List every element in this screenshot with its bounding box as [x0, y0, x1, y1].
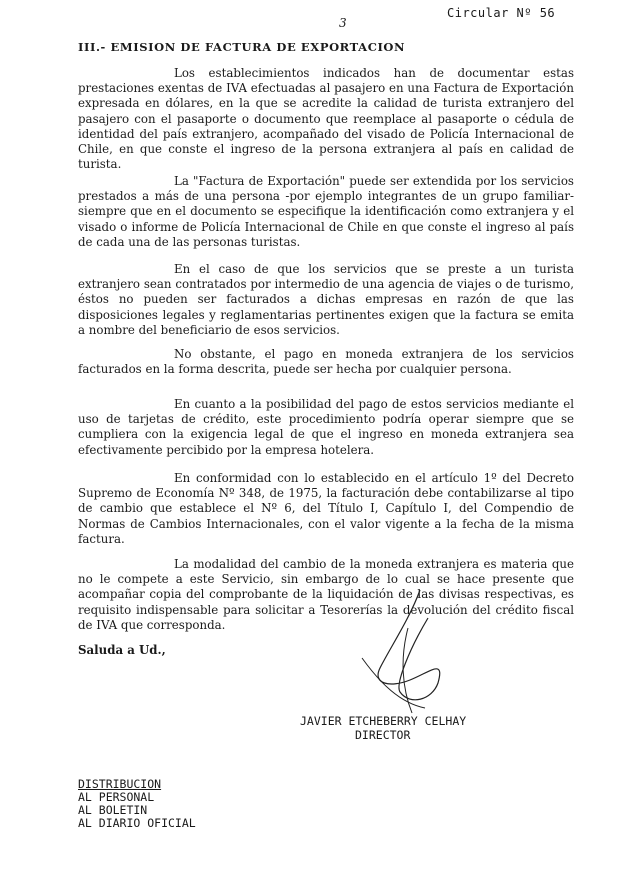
section-title: III.- EMISION DE FACTURA DE EXPORTACION: [78, 40, 406, 54]
paragraph-7: La modalidad del cambio de la moneda extranjera es materia que no le compete a este Servicio, sin embargo de lo cual se hace presente que acompañar copia del comprobante de la liquidación de las divisas respectivas, es requisito indispensable para solicitar a Tesorerías la devolución del crédito fiscal de IVA que corresponda.: [78, 557, 574, 632]
paragraph-6: En conformidad con lo establecido en el artículo 1º del Decreto Supremo de Economía Nº 348, de 1975, la facturación debe contabilizarse al tipo de cambio que establece el Nº 6, del Título I, Capítulo I, del Compendio de Normas de Cambios Internacionales, con el valor vigente a la fecha de la misma factura.: [78, 471, 574, 546]
signer-name: JAVIER ETCHEBERRY CELHAY: [300, 714, 467, 728]
closing-salutation: Saluda a Ud.,: [78, 643, 166, 657]
paragraph-4: No obstante, el pago en moneda extranjera de los servicios facturados en la forma descrita, puede ser hecha por cualquier persona.: [78, 347, 574, 377]
distribution-item: AL PERSONAL: [78, 790, 155, 804]
paragraph-5: En cuanto a la posibilidad del pago de estos servicios mediante el uso de tarjetas de crédito, este procedimiento podría operar siempre que se cumpliera con la exigencia legal de que el ingreso en moneda extranjera sea efectivamente percibido por la empresa hotelera.: [78, 397, 574, 457]
page-number: 3: [339, 16, 347, 30]
paragraph-3: En el caso de que los servicios que se preste a un turista extranjero sean contratados por intermedio de una agencia de viajes o de turismo, éstos no pueden ser facturados a dichas empresas en razón de que las disposiciones legales y reglamentarias pertinentes exigen que la factura se emita a nombre del beneficiario de esos servicios.: [78, 262, 574, 337]
distribution-item: AL DIARIO OFICIAL: [78, 816, 196, 830]
circular-number: Circular Nº 56: [447, 6, 556, 20]
signer-title: DIRECTOR: [355, 728, 411, 742]
distribution-list: [78, 778, 196, 830]
signer-block: [300, 714, 466, 742]
paragraph-1: Los establecimientos indicados han de documentar estas prestaciones exentas de IVA efectuadas al pasajero en una Factura de Exportación expresada en dólares, en la que se acredite la calidad de turista extranjero del pasajero con el pasaporte o documento que reemplace al pasaporte o cédula de identidad del país extranjero, acompañado del visado de Policía Internacional de Chile, en que conste el ingreso de la persona extranjera al país en calidad de turista.: [78, 66, 574, 172]
distribution-item: AL BOLETIN: [78, 803, 148, 817]
distribution-heading: DISTRIBUCION: [78, 777, 162, 791]
paragraph-2: La "Factura de Exportación" puede ser extendida por los servicios prestados a más de una persona -por ejemplo integrantes de un grupo familiar- siempre que en el documento se especifique la identificación como extranjera y el visado o informe de Policía Internacional de Chile en que conste el ingreso al país de cada una de las personas turistas.: [78, 174, 574, 249]
handwritten-signature: [350, 588, 460, 718]
